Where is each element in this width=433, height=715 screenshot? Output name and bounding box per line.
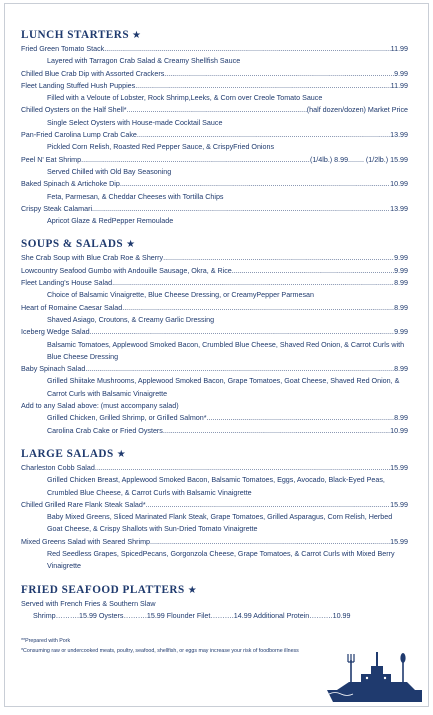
item-price: 9.99 [394,69,408,78]
item-description: Baby Mixed Greens, Sliced Marinated Flank Steak, Grape Tomatoes, Grilled Asparagus, Corn Relish, Herbed Goat Cheese, & Crispy Shallots with Sun-Dried Tomato Vinaigrette [47,513,393,534]
star-icon: ★ [187,584,198,596]
item-price: 8.99 [394,303,408,312]
footnote-consumer-advisory: *Consuming raw or undercooked meats, poultry, seafood, shellfish, or eggs may increase your risk of foodborne illness [21,648,299,654]
item-name: Carolina Crab Cake or Fried Oysters [47,426,163,435]
leader-dots [120,178,390,190]
item-price: 15.99 [390,537,408,546]
item-price: 10.99 [390,426,408,435]
item-description: Choice of Balsamic Vinaigrette, Blue Cheese Dressing, or CreamyPepper Parmesan [47,291,314,300]
section-title-lunch-starters: LUNCH STARTERS ★ [21,29,142,41]
item-name: Fleet Landing's House Salad [21,279,113,288]
item-price: 8.99 [394,414,408,423]
leader-dots [146,499,391,511]
boat-utensils-logo-icon [327,650,422,702]
item-description: Feta, Parmesan, & Cheddar Cheeses with Tortilla Chips [47,192,224,201]
item-name: Peel N' Eat Shrimp [21,155,82,164]
item-name: Chilled Oysters on the Half Shell* [21,106,127,115]
leader-dots [92,203,390,215]
item-price: (half dozen/dozen) Market Price [306,106,408,115]
item-description: Filled with a Veloute of Lobster, Rock Shrimp,Leeks, & Corn over Creole Tomato Sauce [47,94,323,103]
menu-item [21,43,408,55]
menu-item [21,68,408,80]
item-description: Served Chilled with Old Bay Seasoning [47,167,172,176]
leader-dots [127,104,307,116]
item-price: 8.99 [394,365,408,374]
leader-dots [81,154,310,166]
leader-dots [150,536,390,548]
menu-item [21,80,408,92]
leader-dots [163,425,390,437]
item-description: Apricot Glaze & RedPepper Remoulade [47,217,174,226]
add-on-note: Add to any Salad above: (must accompany salad) [21,402,179,411]
item-name: Heart of Romaine Caesar Salad [21,303,123,312]
item-description: Layered with Tarragon Crab Salad & Creamy Shellfish Sauce [47,57,241,66]
add-on-item [21,425,408,437]
item-name: Pan-Fried Carolina Lump Crab Cake [21,131,137,140]
star-icon: ★ [116,448,127,460]
item-price: 9.99 [394,266,408,275]
menu-item [21,536,408,548]
item-name: Grilled Chicken, Grilled Shrimp, or Grilled Salmon* [47,414,207,423]
item-price: 15.99 [390,500,408,509]
section-title-fried-seafood-platters: FRIED SEAFOOD PLATTERS ★ [21,583,198,596]
item-name: Baby Spinach Salad [21,365,86,374]
soups-salads-list [21,252,408,436]
leader-dots [137,129,390,141]
menu-item [21,265,408,277]
item-description: Shaved Asiago, Croutons, & Creamy Garlic Dressing [47,315,215,324]
menu-item [21,129,408,141]
add-on-item [21,412,408,424]
item-name: Baked Spinach & Artichoke Dip [21,180,120,189]
menu-content [21,28,408,622]
item-price: 10.99 [390,180,408,189]
menu-item [21,302,408,314]
star-icon: ★ [132,30,142,41]
lunch-starters-list [21,43,408,227]
menu-item [21,154,408,166]
item-price: 11.99 [390,81,408,90]
menu-item [21,363,408,375]
item-name: Lowcountry Seafood Gumbo with Andouille Sausage, Okra, & Rice [21,266,232,275]
item-name: Fleet Landing Stuffed Hush Puppies [21,81,136,90]
menu-item [21,178,408,190]
leader-dots [85,363,394,375]
item-name: Iceberg Wedge Salad [21,328,90,337]
leader-dots [164,68,394,80]
menu-item [21,203,408,215]
item-price: 13.99 [390,204,408,213]
menu-item [21,252,408,264]
item-description: Single Select Oysters with House-made Cocktail Sauce [47,118,223,127]
item-description: Balsamic Tomatoes, Applewood Smoked Bacon, Crumbled Blue Cheese, Shaved Red Onion, & Carrot Curls with Blue Cheese Dressing [47,340,405,361]
item-price: 8.99 [394,279,408,288]
leader-dots [90,326,395,338]
leader-dots [232,265,394,277]
leader-dots [122,302,394,314]
menu-item [21,104,408,116]
menu-item [21,462,408,474]
item-name: Crispy Steak Calamari [21,204,93,213]
footnote-pork: **Prepared with Pork [21,638,71,644]
item-name: She Crab Soup with Blue Crab Roe & Sherry [21,254,164,263]
item-price: 11.99 [390,45,408,53]
leader-dots [163,252,394,264]
section-title-large-salads: LARGE SALADS ★ [21,447,127,460]
item-price: 9.99 [394,328,408,337]
item-description: Grilled Shiitake Mushrooms, Applewood Smoked Bacon, Grape Tomatoes, Goat Cheese, Shaved Red Onion, & Carrot Curls with Balsamic Vinaigrette [47,377,400,398]
item-description: Red Seedless Grapes, SpicedPecans, Gorgonzola Cheese, Grape Tomatoes, & Carrot Curls with Mixed Berry Vinaigrette [47,549,395,571]
leader-dots [135,80,390,92]
large-salads-list [21,462,408,573]
star-icon: ★ [126,239,136,251]
item-price: 15.99 [390,463,408,472]
item-price: (1/4lb.) 8.99........ (1/2lb.) 15.99 [309,155,408,164]
item-name: Charleston Cobb Salad [21,463,95,472]
platters-served-with: Served with French Fries & Southern Slaw [21,599,156,608]
leader-dots [104,43,390,55]
section-title-soups-salads: SOUPS & SALADS ★ [21,238,136,251]
menu-item [21,499,408,511]
menu-item [21,277,408,289]
platters-price-line: Shrimp……….15.99 Oysters……….15.99 Flounder Filet……….14.99 Additional Protein……….10.99 [33,611,351,620]
item-price: 9.99 [394,254,408,263]
item-name: Chilled Grilled Rare Flank Steak Salad* [21,500,146,509]
menu-page [4,3,429,707]
leader-dots [112,277,394,289]
item-name: Mixed Greens Salad with Seared Shrimp [21,537,150,546]
leader-dots [207,412,395,424]
item-price: 13.99 [390,131,408,140]
leader-dots [95,462,390,474]
item-name: Fried Green Tomato Stack [21,45,105,53]
item-name: Chilled Blue Crab Dip with Assorted Crackers [21,69,165,78]
item-description: Pickled Corn Relish, Roasted Red Pepper Sauce, & CrispyFried Onions [47,143,275,152]
item-description: Grilled Chicken Breast, Applewood Smoked Bacon, Balsamic Tomatoes, Eggs, Avocado, Black-Eyed Peas, Crumbled Blue Cheese, & Carrot Curls with Balsamic Vinaigrette [47,476,385,497]
menu-item [21,326,408,338]
